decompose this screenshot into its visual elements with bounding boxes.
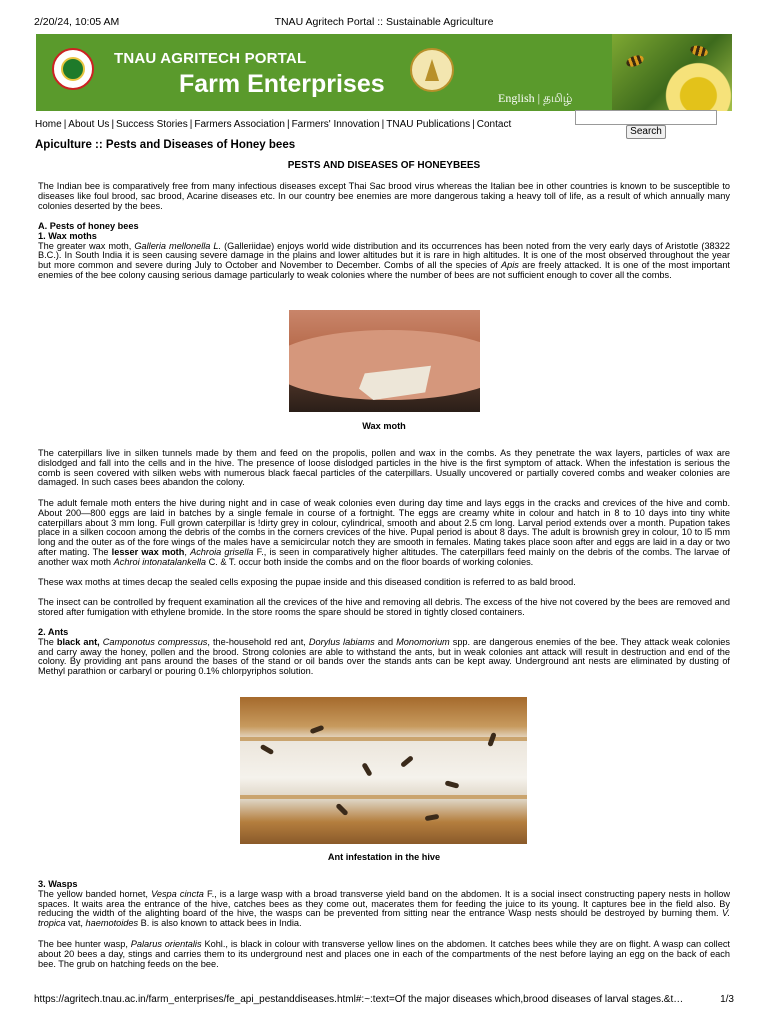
tamilnadu-emblem-icon <box>410 48 454 92</box>
intro-paragraph: The Indian bee is comparatively free from many infectious diseases except Thai Sac brood virus whereas the Italian bee in other countries is known to be susceptible to diseases like foul brood, sac brood, Acarine diseases etc. In our country bee enemies are more dangerous taking a heavy toll of life, as a result of which annually many colonies deserted by the bees. <box>38 181 730 211</box>
wax-moths-paragraph-3: The adult female moth enters the hive during night and in case of weak colonies even during day time and lays eggs in the cracks and crevices of the hive and comb. About 200—800 eggs are laid in batches by a single female in course of a fortnight. The eggs are creamy white in colour and hatch in 8 to 10 days into tiny white caterpillars about 3 mm long. Full grown caterpillar is !dirty grey in colour, cylindrical, smooth and about 2.5 cm long. Larval period extends over a month. Pupation takes place in a silken cocoon among the debris of the combs in the corners crevices of the hive. Pupal period is about 8 days. The adult is brownish grey in colour, 10 to l5 mm long and the outer as of the fore wings of the males have a semicircular notch they are smooth in females. Mating takes place soon after and eggs are laid in a day or two after mating. The lesser wax moth, Achroia grisella F., is seen in comparatively higher altitudes. The caterpillars feed mainly on the debris of the combs. The larvae of another wax moth Achroi intonatalankella C. & T. occur both inside the combs and on the floor boards of working colonies. <box>38 498 730 567</box>
nav-contact[interactable]: Contact <box>476 119 512 130</box>
bee-flower-photo <box>612 34 732 111</box>
nav-farmers-innovation[interactable]: Farmers' Innovation <box>291 119 380 130</box>
ants-paragraph: The black ant, Camponotus compressus, the-household red ant, Dorylus labiams and Monomorium spp. are dangerous enemies of the bee. They attack weak colonies and carry away the honey, pollen and the brood. Strong colonies are able to withstand the ants, but in weak colonies ant attack will result in destruction and end of the colony. By providing ant pans around the bases of the stand or oil bands over the stands ants can be kept away. Underground ant nests are eliminated by dusting of Methyl parathion or carbaryl or pouring 0.1% chlorpyriphos solution. <box>38 636 730 677</box>
wasps-heading: 3. Wasps <box>38 879 78 889</box>
ant-infestation-caption: Ant infestation in the hive <box>327 852 441 862</box>
site-banner <box>36 34 732 111</box>
bee-icon <box>689 44 709 58</box>
lang-tamil-link[interactable]: தமிழ் <box>543 91 573 105</box>
nav-farmers-association[interactable]: Farmers Association <box>194 119 285 130</box>
ants-heading: 2. Ants <box>38 627 69 637</box>
print-title: TNAU Agritech Portal :: Sustainable Agriculture <box>274 16 494 28</box>
wasps-paragraph-2: The bee hunter wasp, Palarus orientalis Kohl., is black in colour with transverse yellow lines on the abdomen. It catches bees while they are on flight. A wasp can collect about 20 bees a day, stings and carries them to its underground nest and places one in each of the compartments of the nest before laying an egg on the back of each bee. The grub on hatching feeds on the bee. <box>38 939 730 969</box>
search-input[interactable] <box>575 110 717 125</box>
nav-success-stories[interactable]: Success Stories <box>116 119 188 130</box>
main-nav: Home | About Us | Success Stories | Farmers Association | Farmers' Innovation | TNAU Publications | Contact <box>35 119 512 130</box>
ant-infestation-image <box>240 697 527 844</box>
nav-about-us[interactable]: About Us <box>68 119 110 130</box>
ants-section <box>38 628 730 677</box>
wasps-paragraph-1: The yellow banded hornet, Vespa cincta F., is a large wasp with a broad transverse yield band on the abdomen. It is a social insect constructing papery nests in hollow spaces. It waits area the entrance of the hive, catches bees as they come out, macerates them for feeding the juice to its young. It captures bee in the field also. By reducing the width of the alighting board of the hive, the wasps can be prevented from sitting near the entrance Wasp nests should be destroyed by burning them. V. tropica vat, haemotoides B. is also known to attack bees in India. <box>38 888 730 929</box>
portal-name: TNAU AGRITECH PORTAL <box>114 50 307 67</box>
nav-tnau-publications[interactable]: TNAU Publications <box>386 119 471 130</box>
nav-home[interactable]: Home <box>35 119 62 130</box>
wasps-section <box>38 880 730 929</box>
bee-icon <box>625 53 645 69</box>
search-button[interactable]: Search <box>626 125 666 139</box>
wax-moths-paragraph-5: The insect can be controlled by frequent examination all the crevices of the hive and removing all debris. The excess of the hive not covered by the bees are removed and stored after fumigation with ethylene bromide. In the store rooms the spare should be stored in tightly closed containers. <box>38 597 730 617</box>
wax-moths-paragraph-2: The caterpillars live in silken tunnels made by them and feed on the propolis, pollen and wax in the combs. As they penetrate the wax layers, particles of wax are dislodged and fall into the cells and in the hive. The presence of loose dislodged particles in the hive is the first symptom of attack. When the infestation is serious the comb is seen covered with silken webs with numerous black faecal particles of the caterpillars. Usually uncovered or partially covered combs and weaker colonies are damaged. In such cases bees abandon the colony. <box>38 448 730 488</box>
wax-moths-heading: 1. Wax moths <box>38 230 97 241</box>
wax-moths-paragraph-1: The greater wax moth, Galleria mellonella L. (Galleriidae) enjoys world wide distribution and its occurrences has been noted from the very early days of Aristotle (38322 B.C.). In South India it is seen causing severe damage in the plains and lower altitudes but it is rare in high altitudes. It is one of the most observed throughout the year but more common and severe during July to October and November to December. Combs of all the species of Apis are freely attacked. It is one of the most important enemies of the bee colony causing serious damage particularly to weak colonies where the number of bees are not sufficient enough to cover all the combs. <box>38 240 730 280</box>
print-header <box>34 16 734 30</box>
section-title: Farm Enterprises <box>179 70 385 98</box>
print-footer <box>34 994 734 1008</box>
content-heading: PESTS AND DISEASES OF HONEYBEES <box>287 160 481 171</box>
lang-english-link[interactable]: English <box>498 91 535 105</box>
language-switcher: English | தமிழ் <box>498 91 573 105</box>
wax-moth-caption: Wax moth <box>362 421 406 431</box>
tnau-logo-icon[interactable] <box>52 48 94 90</box>
pests-section <box>38 222 730 281</box>
section-a-heading: A. Pests of honey bees <box>38 221 139 231</box>
print-date: 2/20/24, 10:05 AM <box>34 16 120 28</box>
wax-moths-paragraph-4: These wax moths at times decap the sealed cells exposing the pupae inside and this diseased condition is referred to as bald brood. <box>38 577 576 587</box>
print-page-number: 1/3 <box>720 994 734 1005</box>
page-title: Apiculture :: Pests and Diseases of Honey bees <box>35 139 296 151</box>
print-url: https://agritech.tnau.ac.in/farm_enterprises/fe_api_pestanddiseases.html#:~:text=Of the major diseases which,brood diseases of larval stages.&t… <box>34 994 684 1005</box>
wax-moth-image <box>289 310 480 412</box>
